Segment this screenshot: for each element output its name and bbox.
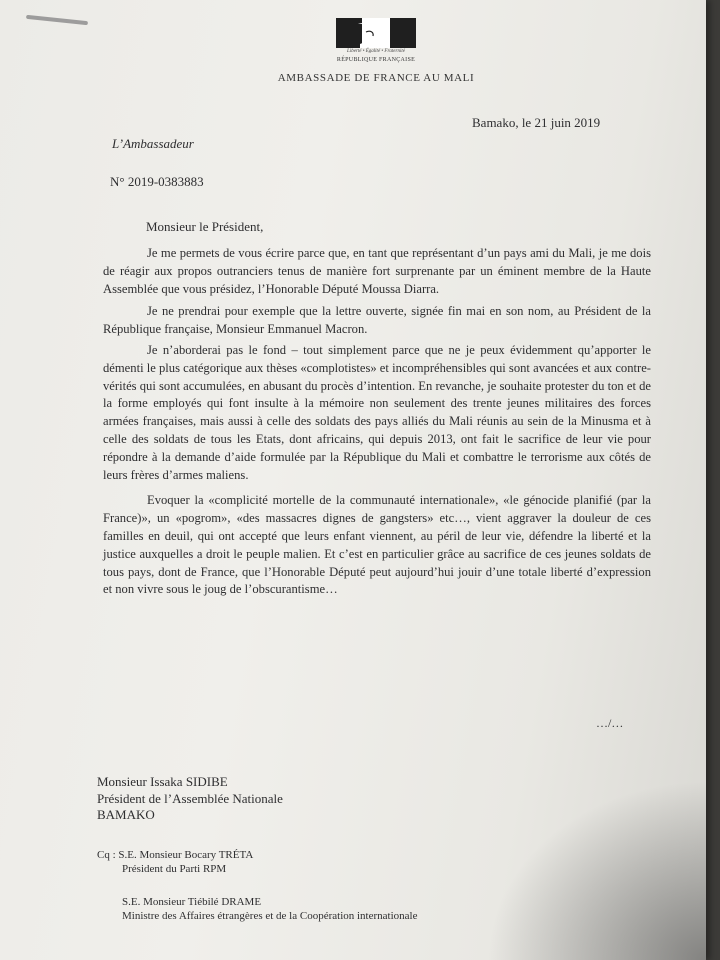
recipient-city: BAMAKO	[97, 807, 155, 822]
sender-title: L’Ambassadeur	[112, 136, 194, 151]
paragraph: Je me permets de vous écrire parce que, en tant que représentant d’un pays ami du Mali, je me dois de réagir aux propos outranciers tenus de manière fort surprenante par un éminent membre de la Haute Assemblée que vous présidez, l’Honorable Député Moussa Diarra.	[103, 246, 651, 296]
recipient-name: Monsieur Issaka SIDIBE	[97, 774, 228, 789]
cc-block-second	[122, 895, 417, 923]
paragraph: Je n’aborderai pas le fond – tout simplement parce que ne je peux évidemment qu’apporter le démenti le plus catégorique aux thèses «complotistes» et incompréhensibles qui sont avancées et aux contre-vérités qui sont accumulées, en abusant du procès d’intention. En revanche, je souhaite protester du ton et de la forme employés qui font insulte à la mémoire non seulement des trente jeunes militaires des forces armées françaises, mais aussi à celle des soldats des pays alliés du Mali réunis au sein de la Minusma et à celle des soldats de tous les Etats, dont africains, qui depuis 2013, ont fait le sacrifice de leur vie pour répondre à la demande d’aide formulée par la République du Mali et combattre le terrorisme aux côtés de leurs frères d’armes maliens.	[103, 342, 651, 482]
paragraph: Evoquer la «complicité mortelle de la communauté internationale», «le génocide planifié (par la France)», un «pogrom», «des massacres dignes de gangsters» etc…, vient aggraver la douleur de ces familles en deuil, qui ont accepté que leurs enfant viennent, au péril de leur vie, défendre la liberté et la justice auxquelles a droit le peuple malien. Et c’est en particulier grâce au sacrifice de ces jeunes soldats de tous pays, dont de France, que l’Honorable Député peut aujourd’hui jouir d’une totale liberté d’expression et non vivre sous le joug de l’obscurantisme…	[103, 493, 651, 597]
logo-right-band	[390, 18, 416, 48]
cc-line: Président du Parti RPM	[122, 863, 227, 875]
recipient-block	[97, 774, 283, 824]
letter-body	[103, 245, 651, 604]
pen-mark	[26, 15, 88, 25]
motto: Liberté • Égalité • Fraternité	[347, 49, 405, 54]
logo-left-band	[336, 18, 362, 48]
reference-number: N° 2019-0383883	[110, 174, 204, 189]
marianne-logo	[336, 18, 416, 48]
cc-block	[97, 848, 253, 876]
embassy-name: AMBASSADE DE FRANCE AU MALI	[277, 72, 475, 84]
photo-shadow	[486, 780, 706, 960]
recipient-title: Président de l’Assemblée Nationale	[97, 790, 283, 806]
cc-line: Ministre des Affaires étrangères et de la Coopération internationale	[122, 910, 418, 922]
cc-line: S.E. Monsieur Tiébilé DRAME	[122, 896, 262, 908]
paragraph: Je ne prendrai pour exemple que la lettre ouverte, signée fin mai en son nom, au Président de la République française, Monsieur Emmanuel Macron.	[103, 304, 651, 337]
salutation: Monsieur le Président,	[146, 219, 264, 234]
cc-line: Cq : S.E. Monsieur Bocary TRÉTA	[97, 849, 254, 861]
continuation-mark: …/…	[596, 716, 624, 730]
letter-date: Bamako, le 21 juin 2019	[472, 115, 601, 130]
republique-francaise: RÉPUBLIQUE FRANÇAISE	[336, 57, 416, 63]
